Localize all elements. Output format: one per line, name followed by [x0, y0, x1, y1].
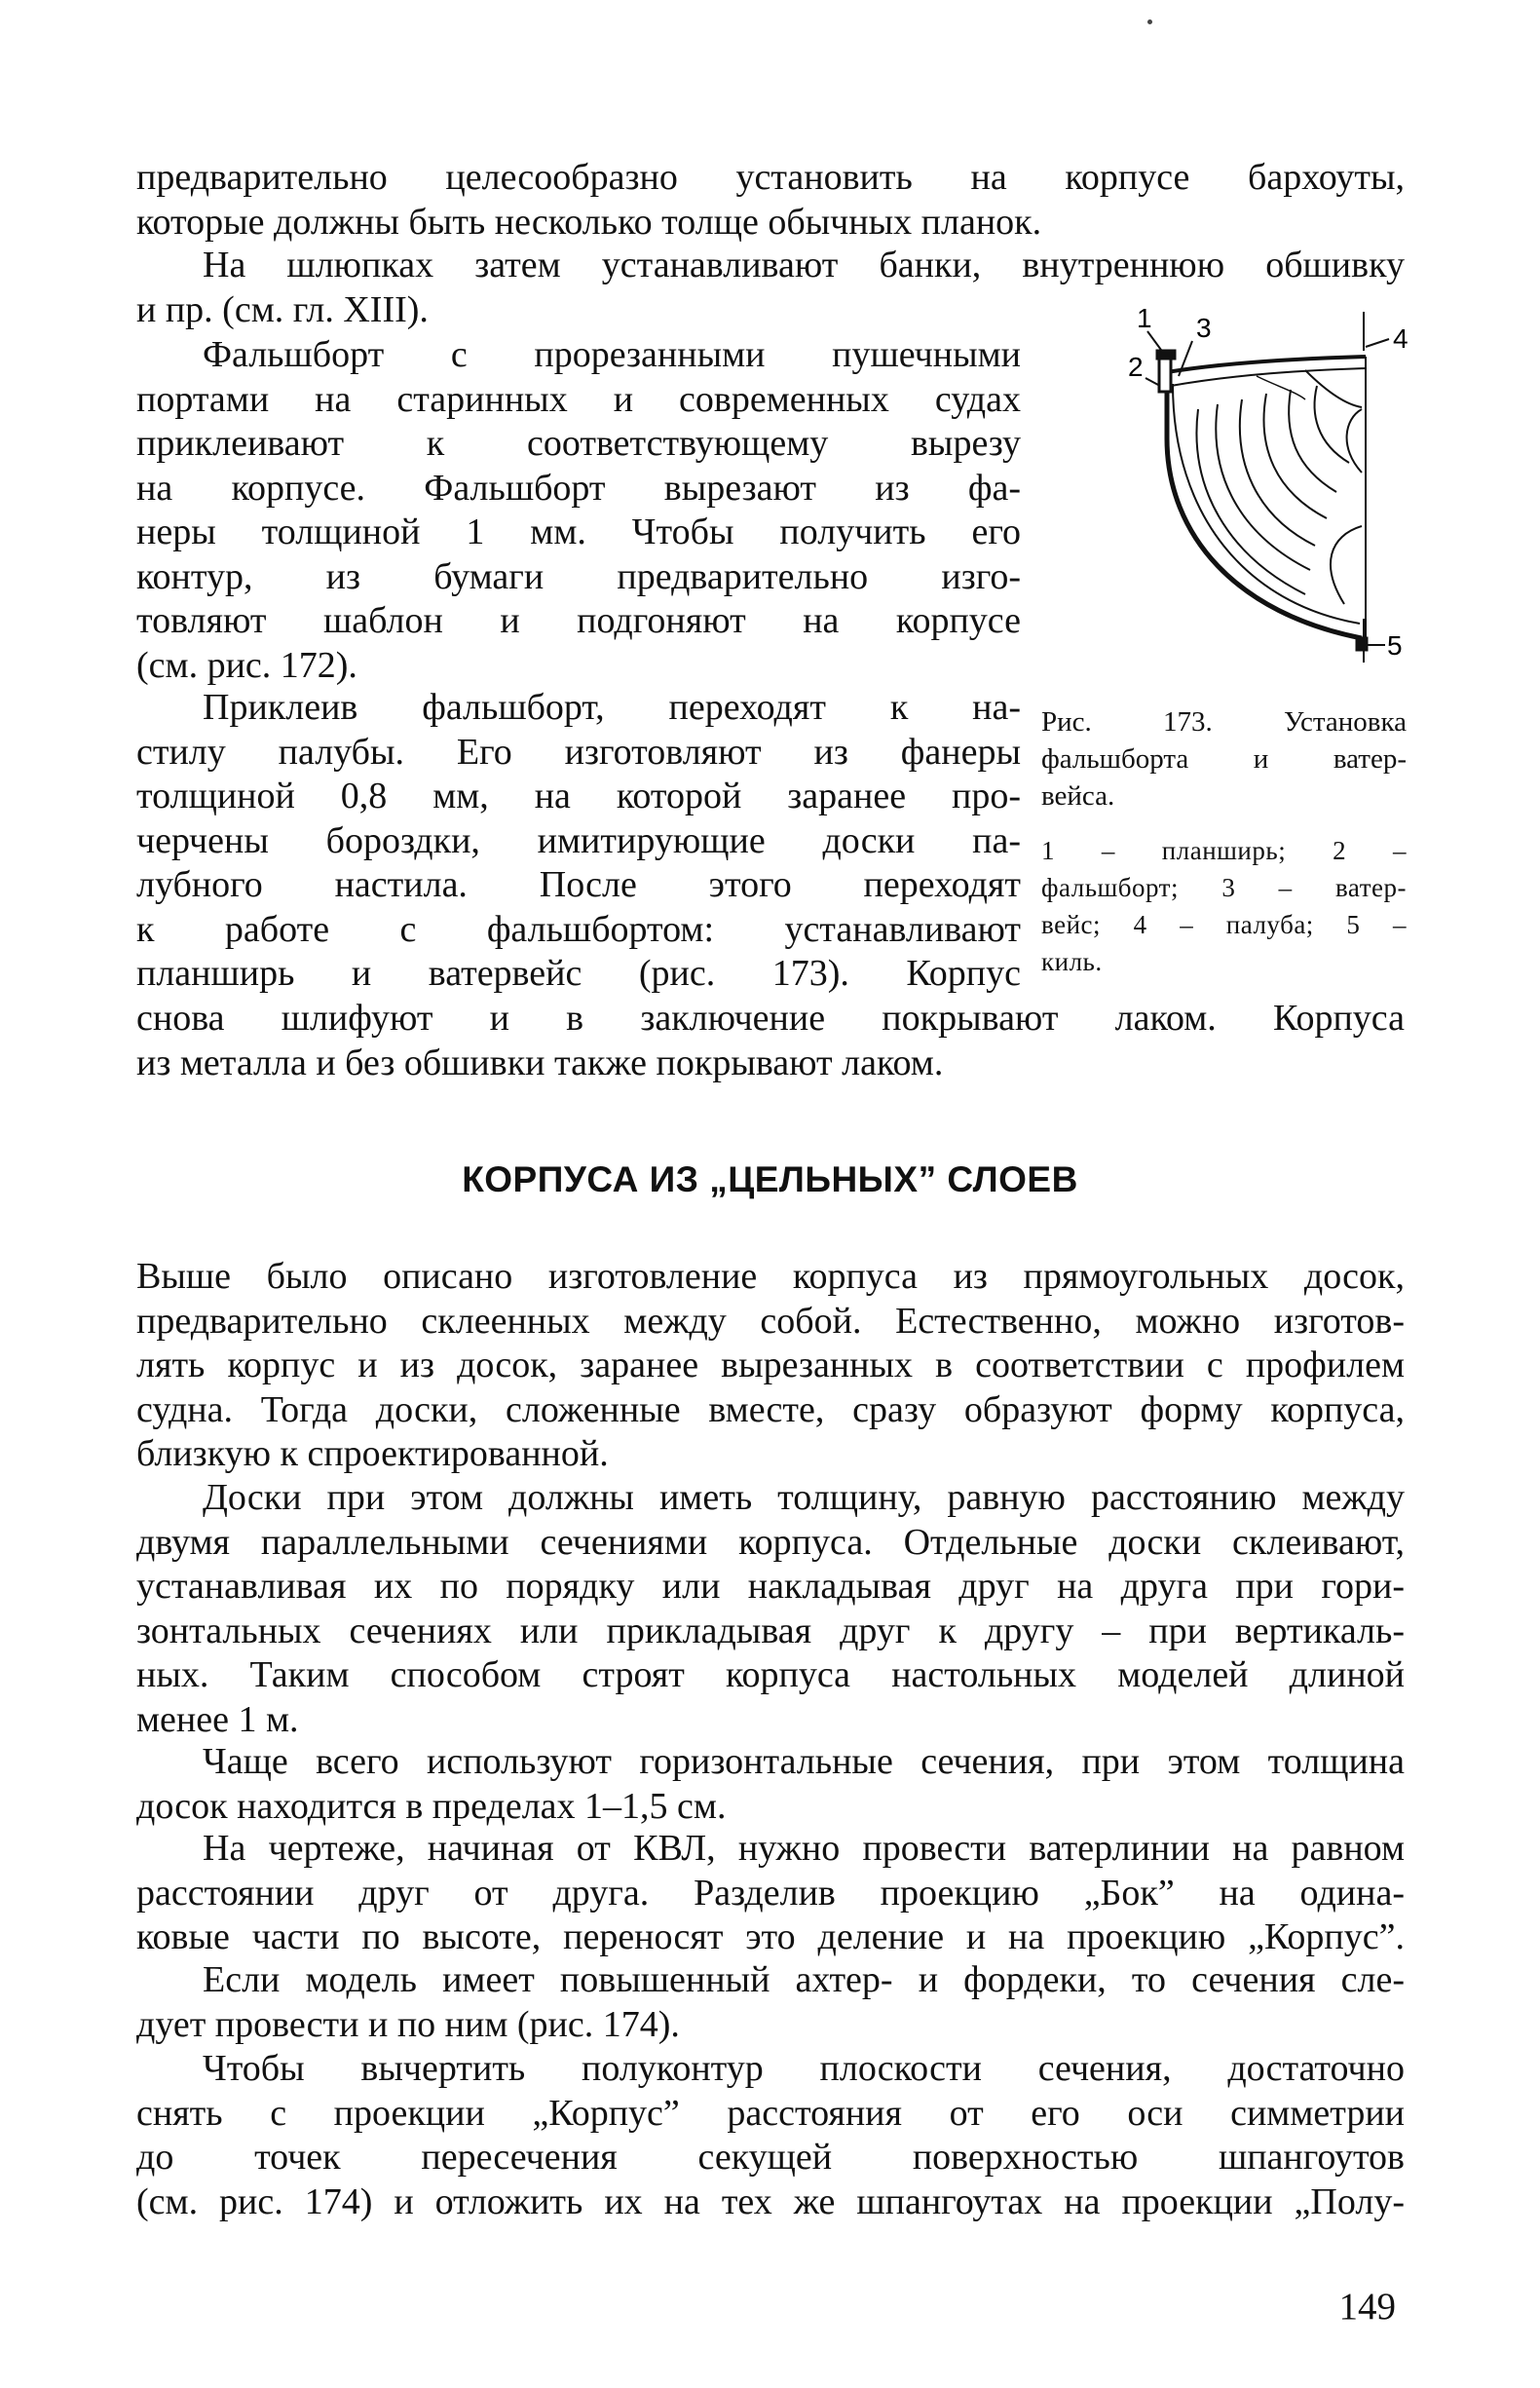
text-line: ных. Таким способом строят корпуса настольных моделей длиной [136, 1654, 1405, 1695]
text-line: На шлюпках затем устанавливают банки, внутреннюю обшивку [203, 245, 1405, 285]
text-line: снова шлифуют и в заключение покрывают лаком. Корпуса [136, 998, 1405, 1039]
text-line: снять с проекции „Корпус” расстояния от его оси симметрии [136, 2092, 1405, 2134]
hull-section [1157, 351, 1368, 651]
text-line: близкую к спроектированной. [136, 1433, 609, 1474]
legend-line: вейс; 4 – палуба; 5 – [1041, 910, 1407, 939]
text-line: Чтобы вычертить полуконтур плоскости сечения, достаточно [203, 2048, 1405, 2089]
text-line: устанавливая их по порядку или накладывая друг на друга при гори- [136, 1566, 1405, 1607]
caption-line: фальшборта и ватер- [1041, 743, 1407, 775]
text-line: ковые части по высоте, переносят это деление и на проекцию „Корпус”. [136, 1916, 1405, 1957]
figure-label-4: 4 [1393, 323, 1409, 354]
text-line: расстоянии друг от друга. Разделив проекцию „Бок” на одина- [136, 1872, 1405, 1914]
figure-label-2: 2 [1128, 352, 1144, 382]
text-line: товляют шаблон и подгоняют на корпусе [136, 600, 1021, 641]
paragraph-falshbort [136, 333, 1021, 688]
text-line: На чертеже, начиная от КВЛ, нужно провести ватерлинии на равном [203, 1828, 1405, 1869]
legend-line: фальшборт; 3 – ватер- [1041, 873, 1407, 902]
paragraph-5 [136, 1958, 1405, 2047]
text-line: досок находится в пределах 1–1,5 см. [136, 1785, 727, 1827]
text-line: и пр. (см. гл. XIII). [136, 288, 429, 330]
text-line: зонтальных сечениях или прикладывая друг к другу – при вертикаль- [136, 1610, 1405, 1651]
text-line: судна. Тогда доски, сложенные вместе, сразу образуют форму корпуса, [136, 1388, 1405, 1430]
paragraph-2 [136, 1476, 1405, 1742]
text-line: к работе с фальшбортом: устанавливают [136, 908, 1021, 950]
text-line: предварительно склеенных между собой. Естественно, можно изготов- [136, 1300, 1405, 1342]
text-line: до точек пересечения секущей поверхностью шпангоутов [136, 2137, 1405, 2178]
paragraph-glue [136, 686, 1021, 997]
legend-line: киль. [1041, 947, 1103, 976]
text-line: из металла и без обшивки также покрывают лаком. [136, 1042, 944, 1083]
text-line: Чаще всего используют горизонтальные сечения, при этом толщина [203, 1741, 1405, 1782]
figure-label-1: 1 [1137, 303, 1152, 333]
paragraph-3 [136, 1740, 1405, 1829]
text-line: Если модель имеет повышенный ахтер- и фордеки, то сечения сле- [203, 1959, 1405, 2000]
text-line: стилу палубы. Его изготовляют из фанеры [136, 731, 1021, 773]
figure-173-hull-section [1110, 292, 1422, 672]
text-line: (см. рис. 172). [136, 644, 357, 686]
text-line: на корпусе. Фальшборт вырезают из фа- [136, 467, 1021, 509]
caption-line: вейса. [1041, 780, 1115, 812]
text-line: (см. рис. 174) и отложить их на тех же шпангоутах на проекции „Полу- [136, 2180, 1405, 2222]
text-line: которые должны быть несколько толще обычных планок. [136, 201, 1042, 243]
figure-legend [1041, 832, 1407, 980]
figure-caption [1041, 703, 1407, 980]
paragraph-4 [136, 1827, 1405, 1960]
text-line: приклеивают к соответствующему вырезу [136, 423, 1021, 464]
page-number: 149 [1338, 2286, 1396, 2328]
paragraph-glue-wide [136, 997, 1405, 1085]
figure-label-5: 5 [1387, 630, 1403, 661]
text-line: толщиной 0,8 мм, на которой заранее про- [136, 776, 1021, 816]
caption-line: Рис. 173. Установка [1041, 706, 1407, 738]
text-line: Фальшборт с прорезанными пушечными [203, 334, 1021, 375]
text-line: Выше было описано изготовление корпуса из прямоугольных досок, [136, 1256, 1405, 1297]
leader-lines [1146, 312, 1389, 663]
text-line: черчены бороздки, имитирующие доски па- [136, 819, 1021, 861]
text-line: двумя параллельными сечениями корпуса. Отдельные доски склеивают, [136, 1521, 1405, 1563]
paragraph-1 [136, 1255, 1405, 1477]
text-line: портами на старинных и современных судах [136, 378, 1021, 420]
figure-label-3: 3 [1196, 313, 1212, 343]
text-line: контур, из бумаги предварительно изго- [136, 555, 1021, 597]
text-line: лубного настила. После этого переходят [136, 864, 1021, 905]
scan-speck [1147, 19, 1152, 24]
text-line: Приклеив фальшборт, переходят к на- [203, 687, 1021, 728]
text-line: Доски при этом должны иметь толщину, равную расстоянию между [203, 1477, 1405, 1518]
text-line: дует провести и по ним (рис. 174). [136, 2003, 680, 2045]
text-line: предварительно целесообразно установить на корпусе бархоуты, [136, 157, 1405, 198]
paragraph-top [136, 156, 1405, 245]
text-line: планширь и ватервейс (рис. 173). Корпус [136, 953, 1021, 994]
text-line: лять корпус и из досок, заранее вырезанных в соответствии с профилем [136, 1345, 1405, 1385]
legend-line: 1 – планширь; 2 – [1041, 836, 1407, 865]
section-title: КОРПУСА ИЗ „ЦЕЛЬНЫХ” СЛОЕВ [462, 1159, 1078, 1199]
paragraph-6 [136, 2047, 1405, 2224]
text-line: менее 1 м. [136, 1698, 299, 1740]
text-line: неры толщиной 1 мм. Чтобы получить его [136, 512, 1021, 552]
